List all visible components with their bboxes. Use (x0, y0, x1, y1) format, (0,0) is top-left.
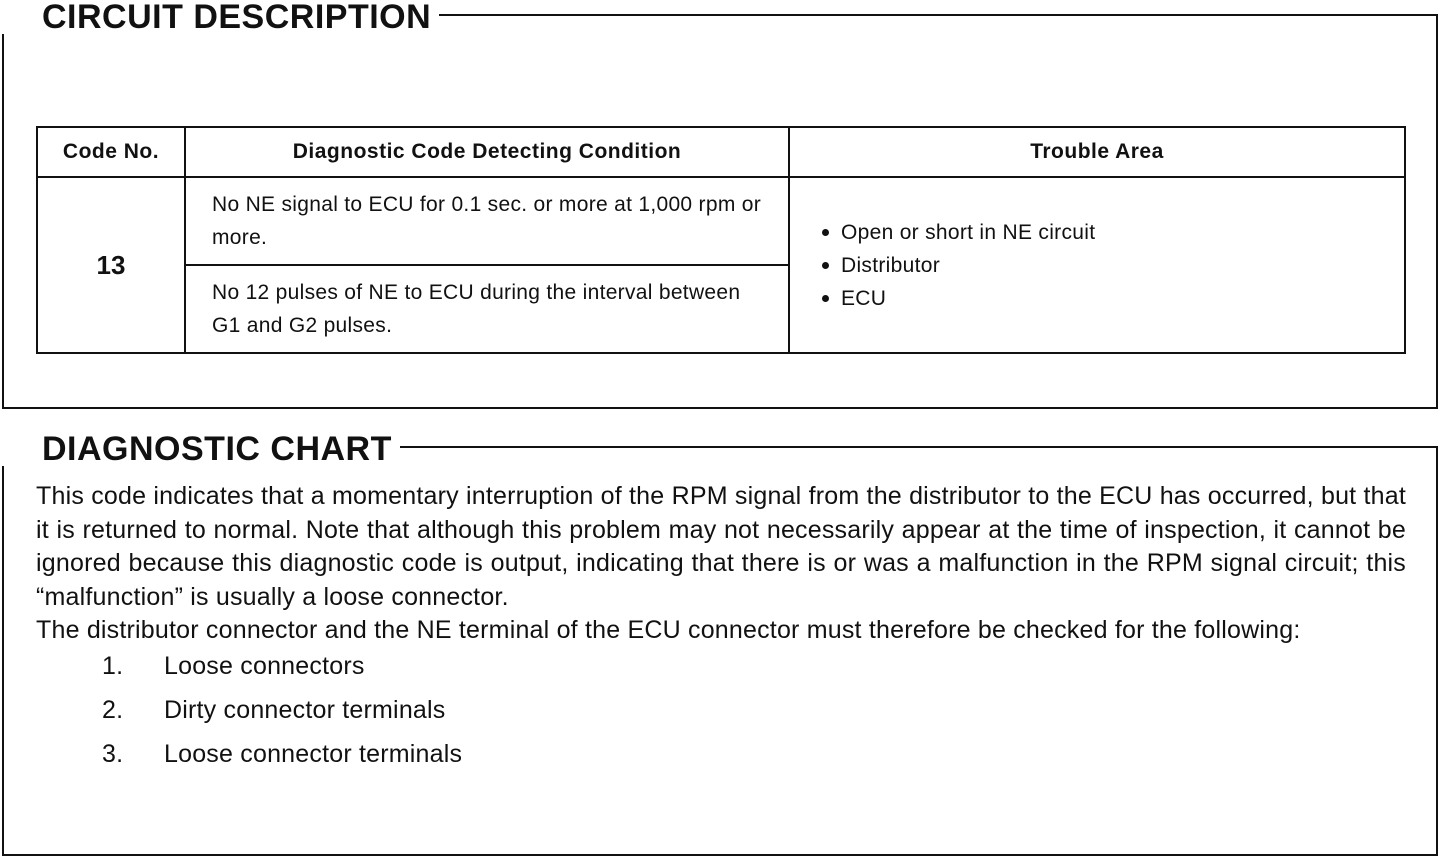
table-row (37, 177, 1405, 265)
diagnostic-chart-body (36, 480, 1406, 782)
table-header-row (37, 127, 1405, 177)
condition-cell: No NE signal to ECU for 0.1 sec. or more at 1,000 rpm or more. (185, 177, 789, 265)
list-item: 3. Loose connector terminals (102, 739, 463, 768)
diagnostic-code-table (36, 126, 1406, 354)
bullet-icon (822, 295, 829, 302)
trouble-area-list (822, 216, 1404, 315)
header-code-no: Code No. (37, 127, 185, 177)
list-item: 2. Dirty connector terminals (102, 695, 446, 724)
trouble-area-cell (789, 177, 1405, 353)
bullet-icon (822, 262, 829, 269)
diagnostic-chart-section (2, 430, 1438, 856)
circuit-description-title: CIRCUIT DESCRIPTION (2, 0, 439, 34)
intro-paragraph: This code indicates that a momentary interruption of the RPM signal from the distributor to the ECU has occurred, but that it is returned to normal. Note that although this problem may not necessarily appear at the time of inspection, it cannot be ignored because this diagnostic code is output, indicating that there is or was a malfunction in the RPM signal circuit; this “malfunction” is usually a loose connector. (36, 482, 1406, 611)
condition-cell: No 12 pulses of NE to ECU during the interval between G1 and G2 pulses. (185, 265, 789, 353)
diagnostic-chart-title: DIAGNOSTIC CHART (2, 432, 400, 466)
check-list (36, 650, 1406, 782)
list-item: Distributor (822, 249, 1404, 282)
check-paragraph: The distributor connector and the NE terminal of the ECU connector must therefore be checked for the following: (36, 616, 1301, 645)
list-item: ECU (822, 282, 1404, 315)
list-item: Open or short in NE circuit (822, 216, 1404, 249)
code-number-cell: 13 (37, 177, 185, 353)
bullet-icon (822, 229, 829, 236)
header-trouble-area: Trouble Area (789, 127, 1405, 177)
list-item: 1. Loose connectors (102, 651, 365, 680)
circuit-description-section (2, 0, 1438, 409)
header-detecting-condition: Diagnostic Code Detecting Condition (185, 127, 789, 177)
